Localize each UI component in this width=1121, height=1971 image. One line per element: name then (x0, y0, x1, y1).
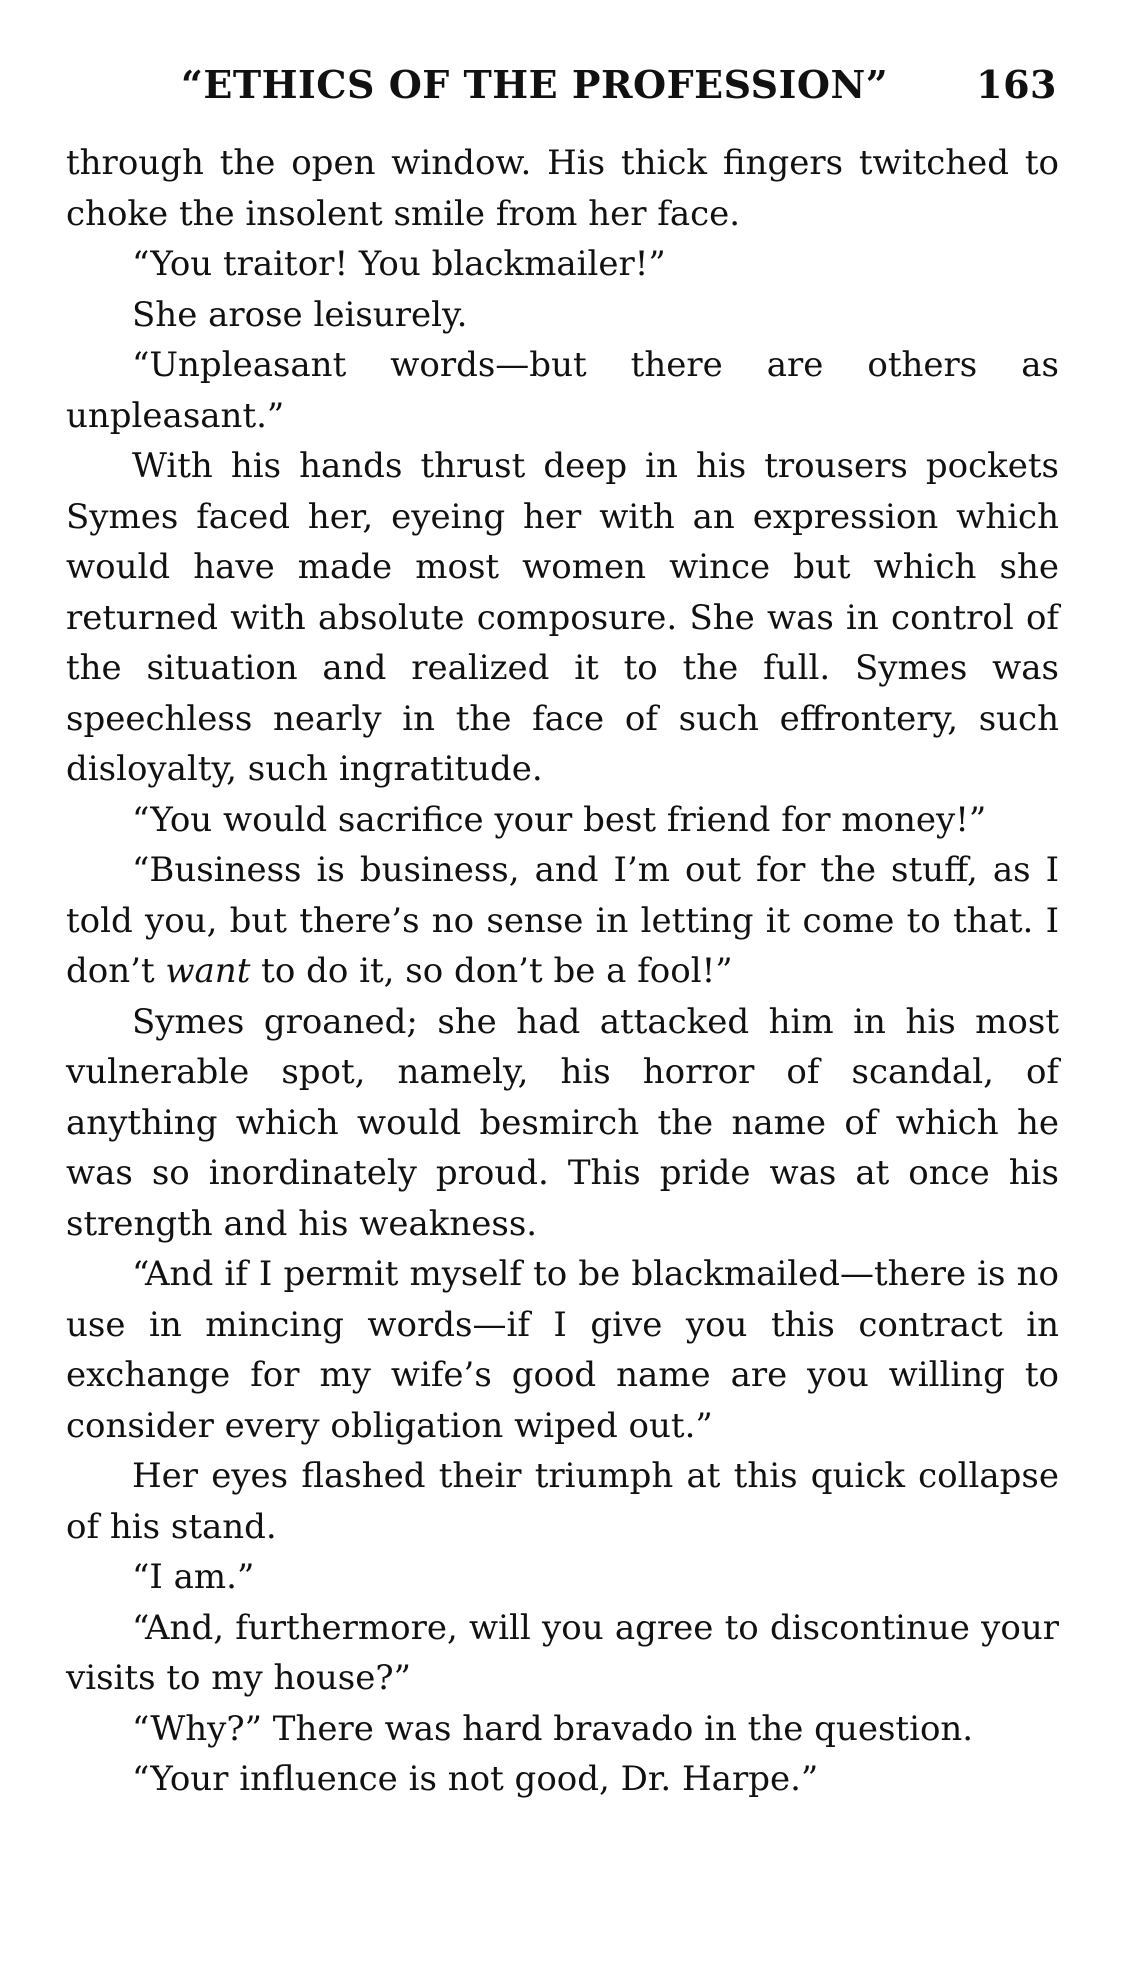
running-title: “ETHICS OF THE PROFESSION” (181, 62, 889, 107)
paragraph: With his hands thrust deep in his trousers pockets Symes faced her, eyeing her with an expression which would have made most women wince but which she returned with absolute composure. She was in control of the situation and realized it to the full. Symes was speechless nearly in the face of such effrontery, such disloyalty, such ingratitude. (66, 446, 1059, 789)
paragraph: She arose leisurely. (132, 294, 468, 335)
paragraph: “I am.” (132, 1557, 255, 1597)
paragraph: Symes groaned; she had attacked him in his most vulnerable spot, namely, his horror of scandal, of anything which would besmirch the name of which he was so inordinately proud. This pride was at once his strength and his weakness. (66, 1001, 1059, 1244)
paragraph: through the open window. His thick fingers twitched to choke the insolent smile from her face. (66, 143, 1059, 234)
paragraph: “You traitor! You blackmailer!” (132, 244, 666, 284)
body-text (66, 138, 1059, 1805)
paragraph: “And, furthermore, will you agree to discontinue your visits to my house?” (66, 1607, 1059, 1698)
italic-emphasis: want (165, 951, 251, 991)
paragraph: “Unpleasant words—but there are others as unpleasant.” (66, 345, 1059, 436)
paragraph: “You would sacrifice your best friend for money!” (132, 799, 987, 840)
running-head (66, 58, 1059, 138)
paragraph: “And if I permit myself to be blackmailed—there is no use in mincing words—if I give you this contract in exchange for my wife’s good name are you willing to consider every obligation wiped out.” (66, 1254, 1059, 1446)
paragraph: “Your influence is not good, Dr. Harpe.” (132, 1759, 819, 1799)
paragraph-text: to do it, so don’t be a fool!” (250, 951, 733, 991)
paragraph: “Why?” There was hard bravado in the question. (132, 1708, 974, 1749)
paragraph (66, 845, 1059, 997)
paragraph: Her eyes flashed their triumph at this quick collapse of his stand. (66, 1456, 1059, 1547)
paragraph-text: “Business is business, and I’m out for the stuff, as I told you, but there’s no sense in letting it come to that. I don’t (66, 850, 1059, 991)
page-number: 163 (976, 62, 1057, 107)
